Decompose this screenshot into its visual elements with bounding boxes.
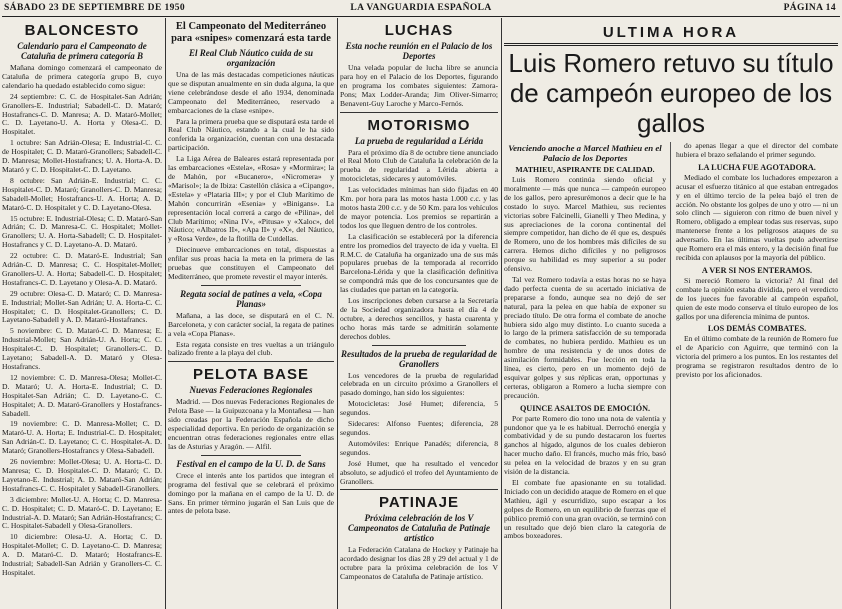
column-vela-pelota <box>168 18 334 609</box>
article-title-granollers: Resultados de la prueba de regularidad de Granollers <box>340 348 497 369</box>
issue-date: SÁBADO 23 DE SEPTIEMBRE DE 1950 <box>4 3 186 13</box>
article-kicker: MATHIEU, ASPIRANTE DE CALIDAD. <box>515 165 655 174</box>
article-paragraph: Tal vez Romero todavía a estas horas no se haya dado perfecta cuenta de su acertado iniciativa de prepararse a fondo, aunque sea no dejó de ser natural, para la pelea en que había de exponer su preciado título. De otra forma el combate de anoche hubiera sido algo muy distinto. Lo cuanto suceda a lo largo de la primera satisfacción de su temporada de combates, no hubiera perdido. Mathieu es un hombre de una resistencia y de unos dotes de asimilación formidables. Fue lección en toda la línea, es cierto, pero en un momento dejó de esquivar golpes y sus réplicas eran, opportunas y certeras, obligaron a Romero a lucha siempre con precaución. <box>504 274 666 400</box>
article-paragraph: Los inscripciones deben cursarse a la Secretaría de la Sociedad organizadora hasta el día 4 de octubre, a derechos sencillos, y hasta cuarenta y ocho horas más tarde se admitirán solamente derechos dobles. <box>340 296 498 341</box>
masthead-rule <box>2 16 840 17</box>
page-number: PÁGINA 14 <box>783 3 836 13</box>
article-paragraph: 10 diciembre: Olesa-U. A. Horta; C. D. Hospitalet-Mollet; C. D. Layetano-C. D. Manresa; A. D. Mataró-C. D. Mataró; Hostafrancs-E. Industrial; Sabadell-San Adrián y Granollers-C. C. Hospitalet. <box>2 532 162 577</box>
article-paragraph: Una velada popular de lucha libre se anuncia para hoy en el Palacio de los Deportes, figurando en programa los combates siguientes: Zamora-Pons; Max Lodder-Aranda; Jim Oliver-Simarro; Benavent-Guy Laroche y Marco-Fernós. <box>340 63 498 108</box>
section-rule <box>340 489 498 490</box>
article-paragraph: Para la primera prueba que se disputará esta tarde el Real Club Náutico, estando a la cual le ha sido conferida la organización, cuentan con una destacada participación. <box>168 116 334 153</box>
article-paragraph: Por parte Romero dio tono una nota de valentía y pundonor que ya le es habitual. Derrochó energía y combatividad y de su pundo destacaron los fuertes ganchos al hígado, algunos de los cuales debieron hacer mucho daño. El francés, mucho más frío, basó su pelea en la velocidad de brazos y en su gran visión de la distancia. <box>504 413 666 477</box>
section-rule <box>372 345 467 346</box>
article-paragraph: Las velocidades mínimas han sido fijadas en 40 Km. por hora para las motos hasta 1.000 c.c. y las motos hasta 200 c.c. y de 50 Km. para los vehículos de mayor potencia. Los premios se repartirán a todos los que lleguen dentro de los controles. <box>340 185 498 230</box>
article-paragraph: Motocicletas: José Humet; diferencia, 5 segundos. <box>340 399 498 418</box>
article-paragraph: El combate fue apasionante en su totalidad. Iniciado con un decidido ataque de Romero en el que Mathieu, ágil y escurridizo, supo escapar a los golpes de Romero, en un equilibrio de fuerzas que el público premió con una gran ovación, se terminó con un resultado que dejó bien claro la categoría de ambos boxeadores. <box>504 478 666 541</box>
article-subtitle: Calendario para el Campeonato de Cataluña de primera categoría B <box>17 41 147 61</box>
article-paragraph: 22 octubre: C. D. Mataró-E. Industrial; San Adrián-C. D. Manresa; C. C. Hospitalet-Mollet; Granollers-U. A. Horta; Sabadell-C. D. Hospitalet; Hostafrancs-C. D. Layetano y Olesa-A. D. Mataró. <box>2 251 162 287</box>
article-paragraph: 1 octubre: San Adrián-Olesa; E. Industrial-C. C. de Hospitalet; C. D. Mataró-Granollers; Sabadell-C. D. Manresa; Mollet-Hostafrancs; U. A. Horta-A. D. Mataró y C. D. Hospitalet-C. D. Layetano. <box>2 138 162 174</box>
column-divider <box>165 18 166 609</box>
section-title-pelota-base: PELOTA BASE <box>192 366 309 384</box>
article-paragraph: Si mereció Romero la victoria? Al final del combate la opinión estaba dividida, pero el veredicto de los jueces fue favorable al campeón español, quien de este modo conserva el título europeo de los gallos por una diferencia mínima de puntos. <box>676 275 838 321</box>
section-rule <box>201 455 301 456</box>
column-divider <box>501 18 502 609</box>
article-paragraph: La clasificación se establecerá por la diferencia entre los promedios del trayecto de ida y vuelta. El R.M.C. de Cataluña ha organizado una de sus más populares pruebas de la temporada al recorrido Barcelona-Lérida y que la clasificación definitiva se compondrá más que de los concursantes que de las ciudades que partan en la categoría. <box>340 231 498 295</box>
newspaper-name: LA VANGUARDIA ESPAÑOLA <box>350 3 492 13</box>
article-paragraph: 12 noviembre: C. D. Manresa-Olesa; Mollet-C. D. Mataró; U. A. Horta-E. Industrial; C. D. Hospitalet-San Adrián; C. D. Layetano-C. C. Hospitalet; A. D. Mataró-Granollers y Hostafrancs-Sabadell. <box>2 372 162 418</box>
article-crosshead: A VER SI NOS ENTERAMOS. <box>701 265 813 275</box>
section-rule <box>340 112 498 113</box>
article-paragraph: La Liga Aérea de Baleares estará representada por las embarcaciones «Estela», «Rosa» y «Mormira»; la de Mahón, por «Bucanero», «Nicromera» y «Marisol»; la de Ibiza: Castellón clásica a «Cipango», «Estela» y «Plataria III»; y por el Club Marítimo de Mahón concurrirán «Esenia» y «Binigans». La representación local correrá a cargo de «Pilina», del Club Marítimo; «Nina IV», «Pitusa» y «Xaloc», del Náutico; «Albatros II», «Apa II» y «X», del Náutico, y «Rosa Verde», de la flotilla de Cutdellas. <box>168 154 334 244</box>
article-paragraph: Los vencedores de la prueba de regularidad celebrada en un circuito próximo a Granollers el pasado domingo, han sido los siguientes: <box>340 370 498 398</box>
column-divider <box>337 18 338 609</box>
article-paragraph: 5 noviembre: C. D. Mataró-C. D. Manresa; E. Industrial-Mollet; San Adrián-U. A. Horta; C. C. Hospitalet-C. D. Hospitalet; Granollers-C. D. Layetano; Sabadell-A. D. Mataró y Olesa-Hostafrancs. <box>2 326 162 371</box>
article-subtitle: Nuevas Federaciones Regionales <box>189 385 313 396</box>
section-title-baloncesto: BALONCESTO <box>24 22 140 39</box>
article-paragraph: Una de las más destacadas competiciones náuticas que se disputan anualmente en sin duda alguna, la que viene celebrándose desde el año 1934, denominada Campeonato del Mediterráneo, reservado a embarcaciones de la clase «snipe». <box>168 70 334 115</box>
article-paragraph: Madrid. — Dos nuevas Federaciones Regionales de Pelota Base — la Guipuzcoana y la Montañesa — han sido creadas por la Federación Española de dicho especialidad deportiva. En periodo de organización se encuentran otras federaciones regionales entre ellas las de Asturias y Aragón. — Alfil. <box>168 397 334 451</box>
article-subcolumn-right <box>676 142 838 382</box>
article-subtitle: Esta noche reunión en el Palacio de los Deportes <box>345 41 493 61</box>
article-paragraph: 3 diciembre: Mollet-U. A. Horta; C. D. Manresa-C. D. Hospitalet; C. D. Mataró-C. D. Layetano; E. Industrial-A. D. Mataró; San Adrián-Hostafrancs; C. C. Hospitalet-Sabadell y Olesa-Granollers. <box>2 494 162 531</box>
section-rule <box>201 285 301 286</box>
section-title-luchas: LUCHAS <box>384 22 454 39</box>
section-title-patinaje: PATINAJE <box>379 494 459 512</box>
article-lead: Venciendo anoche a Marcel Mathieu en el Palacio de los Deportes <box>508 143 662 163</box>
article-crosshead: QUINCE ASALTOS DE EMOCIÓN. <box>519 403 651 413</box>
section-rule <box>504 43 838 46</box>
article-paragraph: 8 octubre: San Adrián-E. Industrial; C. C. Hospitalet-C. D. Mataró; Granollers-C. D. Manresa; Sabadell-Mollet; Hostafrancs-U. A. Horta; A. D. Mataró-C. D. Hospitalet y C. D. Layetano-Olesa. <box>2 175 162 212</box>
article-subtitle: El Real Club Náutico cuida de su organización <box>188 48 313 68</box>
article-paragraph: Automóviles: Enrique Panadés; diferencia, 8 segundos. <box>340 438 498 457</box>
article-crosshead: LA LUCHA FUE AGOTADORA. <box>698 162 816 172</box>
article-paragraph: La Federación Catalana de Hockey y Patinaje ha acordado designar los días 28 y 29 del actual y 1 de octubre para la próxima celebración de los V Campeonatos de Cataluña de Patinaje artístico. <box>340 545 498 582</box>
article-paragraph: Luis Romero continúa siendo oficial y moralmente — más que nunca — campeón europeo de los gallos, pero apresurémonos a decir que le ha costado lo suyo. Marcel Mathieu, sus recientes victorias sobre Falcinelli, Gianelli y Theo Medina, y sus apreciaciones de la corona continental del siempre competidor, han dicho de él que es, después de Romero, uno de los hombres más difíciles de su carrera. Hemos dicho difíciles y no peligrosos porque su habilidad es muy superior a su poder ofensivo. <box>504 175 666 274</box>
section-title-motorismo: MOTORISMO <box>367 116 471 134</box>
column-luchas-motorismo <box>340 18 498 609</box>
article-title-festival: Festival en el campo de la U. D. de Sans <box>176 458 326 469</box>
section-title-ultima-hora: ULTIMA HORA <box>602 24 740 41</box>
article-title-regata: Regata social de patines a vela, «Copa Planas» <box>180 288 322 309</box>
article-crosshead: LOS DEMÁS COMBATES. <box>707 324 807 334</box>
article-subtitle: La prueba de regularidad a Lérida <box>354 135 484 146</box>
main-headline: Luis Romero retuvo su título de campeón europeo de los gallos <box>508 48 834 138</box>
article-paragraph: Para el próximo día 8 de octubre tiene anunciado el Real Moto Club de Cataluña la celebración de la prueba de regularidad a Lérida abierta a motocicletas, sidecares y automóviles. <box>340 147 498 184</box>
article-paragraph: Mañana domingo comenzará el campeonato de Cataluña de primera categoría grupo B, cuyo calendario ha quedado establecido como sigue: <box>2 63 162 90</box>
article-paragraph: do apenas llegar a que el director del combate hubiera el brazo señalando el primer segundo. <box>676 141 838 159</box>
article-paragraph: Esta regata consiste en tres vueltas a un triángulo balizado frente a la playa del club. <box>168 339 334 358</box>
article-subcolumn-left <box>504 142 666 543</box>
article-paragraph: En el último combate de la reunión de Romero fue el de Aparicio con Aguirre, que terminó con la victoria del primero a los puntos. En los restantes del programa se registraron resultados dentro de lo previsto por los aficionados. <box>676 334 838 380</box>
masthead <box>0 2 842 16</box>
article-title-snipes: El Campeonato del Mediterráneo para «snipes» comenzará esta tarde <box>171 21 331 44</box>
article-paragraph: Crece el interés ante los partidos que integran el programa del festival que se celebrará el próximo domingo por la mañana en el campo de la U. D. de Sans. En primer término jugarán el San Luis que de antes de pelota base. <box>168 470 334 516</box>
column-divider <box>670 142 671 609</box>
column-baloncesto <box>2 18 162 609</box>
article-paragraph: 19 noviembre: C. D. Manresa-Mollet; C. D. Mataró-U. A. Horta; E. Industrial-C. D. Hospitalet; San Adrián-C. D. Layetano; C. C. Hospitalet-A. D. Mataró; Granollers-Hostafrancs y Olesa-Sabadell. <box>2 419 162 456</box>
section-rule <box>168 361 334 362</box>
article-paragraph: 29 octubre: Olesa-C. D. Mataró; C. D. Manresa-E. Industrial; Mollet-San Adrián; U. A. Horta-C. C. Hospitalet; C. D. Hospitalet-Granollers; C. D. Layetano-Sabadell y A. D. Mataró-Hostafrancs. <box>2 288 162 325</box>
article-paragraph: Mediado el combate los luchadores empezaron a acusar el esfuerzo titánico al que estaban entregados y en el último tercio de la pelea bajó el tren de acción. No obstante los golpes de uno y otro — ni un solo clinch — siguieron con ritmo de buen nivel y Romero, obligado a emplear todas sus reservas, supo mantenerse frente a los peligrosos ataques de su adversario. En las últimas vueltas pudo advertirse que Romero era el más entero, y la decisión final fue recibida con aplausos por la mayoría del público. <box>676 172 838 262</box>
article-paragraph: 24 septiembre: C. C. de Hospitalet-San Adrián; Granollers-E. Industrial; Sabadell-C. D. Mataró; Hostafrancs-C. D. Manresa; A. D. Mataró-Mollet; C. D. Layetano-U. A. Horta y Olesa-C. D. Hospitalet. <box>2 91 162 137</box>
article-subtitle: Próxima celebración de los V Campeonatos de Cataluña de Patinaje artístico <box>347 513 490 544</box>
article-paragraph: José Humet, que ha resultado el vencedor absoluto, se adjudicó el trofeo del Ayuntamiento de Granollers. <box>340 458 498 486</box>
article-paragraph: Sidecares: Alfonso Fuentes; diferencia, 28 segundos. <box>340 419 498 437</box>
article-paragraph: 26 noviembre: Mollet-Olesa; U. A. Horta-C. D. Manresa; C. D. Hospitalet-C. D. Mataró; C. D. Layetano-E. Industrial; A. D. Mataró-San Adrián; Hostafrancs-C. C. Hospitalet y Sabadell-Granollers. <box>2 457 162 493</box>
article-paragraph: Diecinueve embarcaciones en total, dispuestas a enfilar sus proas hacia la meta en la primera de las pruebas que constituyen el Campeonato del Mediterráneo, que promete revestir el mayor interés. <box>168 245 334 281</box>
column-ultima-hora <box>504 18 838 609</box>
article-paragraph: 15 octubre: E. Industrial-Olesa; C. D. Mataró-San Adrián; C. D. Manresa-C. C. Hospitalet; Mollet-Granollers; U. A. Horta-Sabadell; C. D. Hospitalet-Hostafrancs y C. D. Layetano-A. D. Mataró. <box>2 213 162 250</box>
article-paragraph: Mañana, a las doce, se disputará en el C. N. Barceloneta, y con carácter social, la regata de patines a vela «Copa Planas». <box>168 310 334 338</box>
